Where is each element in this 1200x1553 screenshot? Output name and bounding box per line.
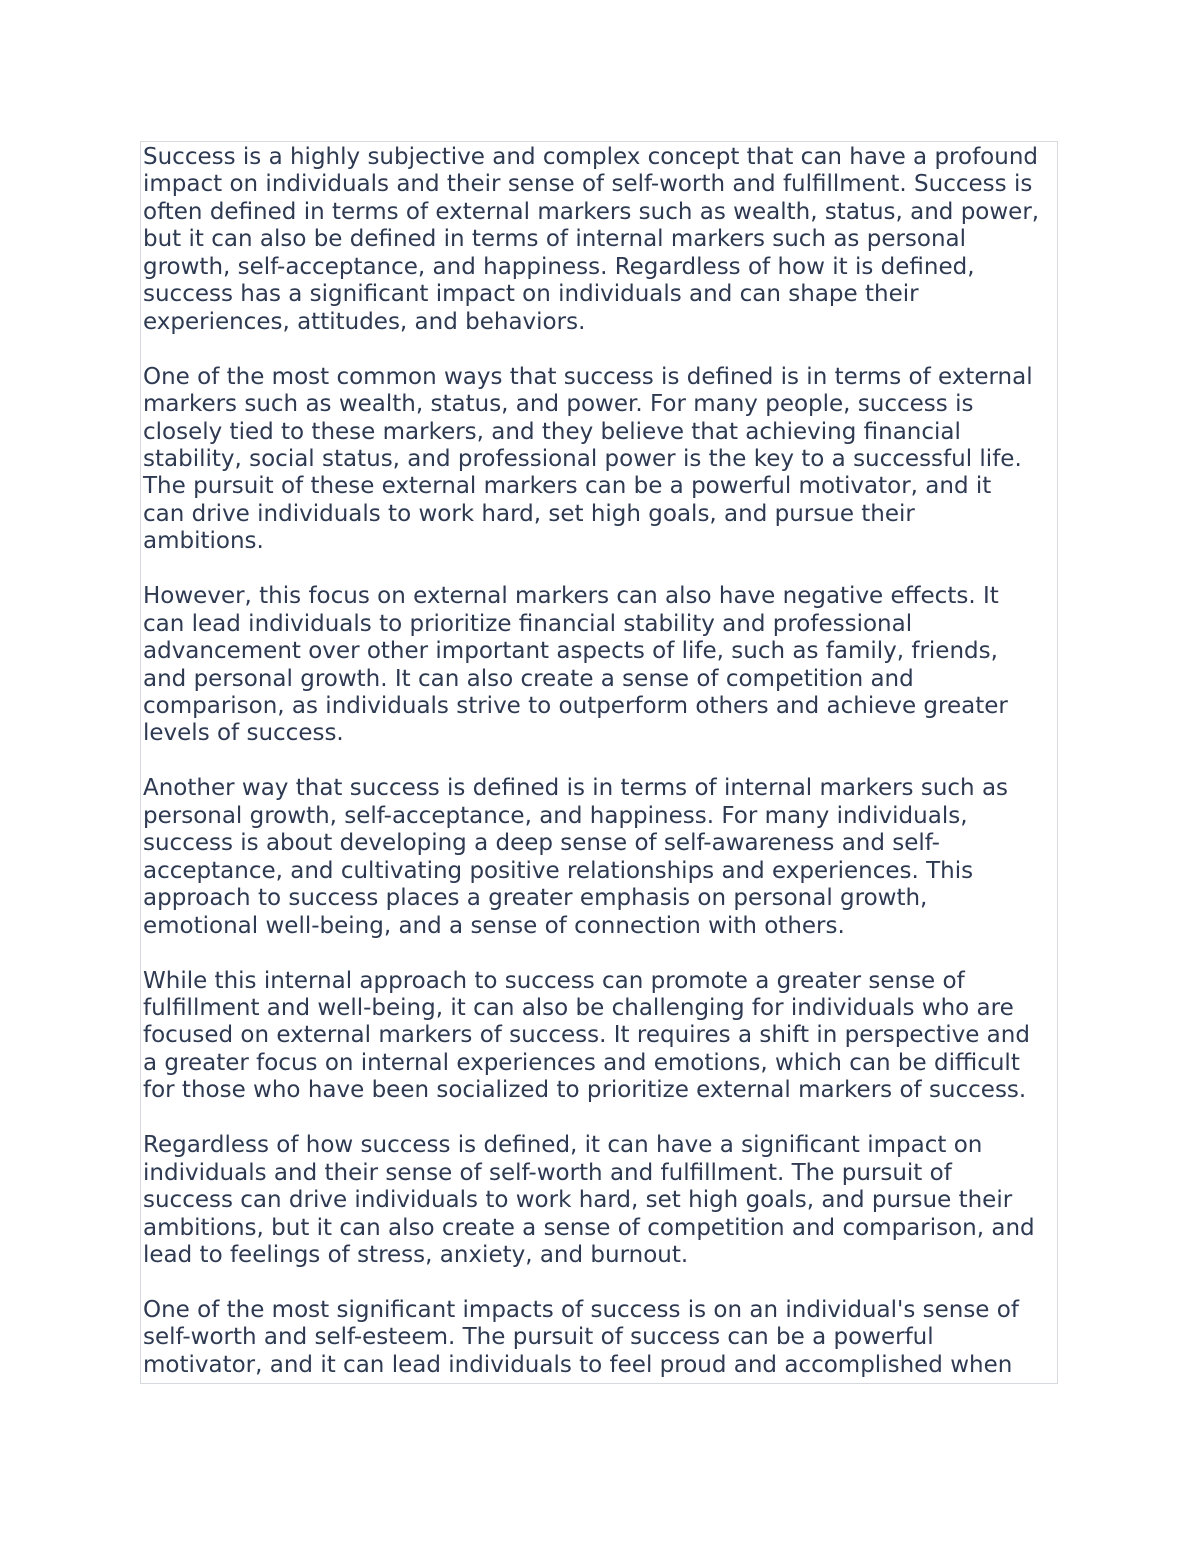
text-line: One of the most common ways that success is defined is in terms of external xyxy=(143,363,1033,390)
text-line: individuals and their sense of self-worth and fulfillment. The pursuit of xyxy=(143,1159,952,1186)
text-line: acceptance, and cultivating positive relationships and experiences. This xyxy=(143,857,974,884)
text-line: for those who have been socialized to prioritize external markers of success. xyxy=(143,1077,1027,1104)
text-line: impact on individuals and their sense of self-worth and fulfillment. Success is xyxy=(143,171,1033,198)
text-line: stability, social status, and professional power is the key to a successful life. xyxy=(143,445,1022,472)
text-line: fulfillment and well-being, it can also be challenging for individuals who are xyxy=(143,994,1014,1021)
text-line: success has a significant impact on individuals and can shape their xyxy=(143,281,919,308)
text-line: success is about developing a deep sense of self-awareness and self- xyxy=(143,830,940,857)
text-line: markers such as wealth, status, and power. For many people, success is xyxy=(143,391,974,417)
text-line: Regardless of how success is defined, it can have a significant impact on xyxy=(143,1132,983,1159)
text-line: can lead individuals to prioritize financial stability and professional xyxy=(143,610,913,637)
text-line: can drive individuals to work hard, set high goals, and pursue their xyxy=(143,500,915,527)
text-line: emotional well-being, and a sense of connection with others. xyxy=(143,912,845,939)
text-line: levels of success. xyxy=(143,720,344,747)
text-line: a greater focus on internal experiences and emotions, which can be difficult xyxy=(143,1049,1020,1076)
text-line: motivator, and it can lead individuals to feel proud and accomplished when xyxy=(143,1351,1013,1378)
text-line: self-worth and self-esteem. The pursuit of success can be a powerful xyxy=(143,1324,934,1351)
text-line: Success is a highly subjective and complex concept that can have a profound xyxy=(143,144,1038,170)
text-line: and personal growth. It can also create a sense of competition and xyxy=(143,665,914,692)
text-line: growth, self-acceptance, and happiness. Regardless of how it is defined, xyxy=(143,253,975,280)
text-frame xyxy=(140,141,1058,1384)
text-line: ambitions. xyxy=(143,528,264,555)
text-line: comparison, as individuals strive to outperform others and achieve greater xyxy=(143,693,1008,719)
text-line: but it can also be defined in terms of internal markers such as personal xyxy=(143,226,967,253)
text-line: ambitions, but it can also create a sense of competition and comparison, and xyxy=(143,1214,1035,1241)
text-line: approach to success places a greater emphasis on personal growth, xyxy=(143,885,928,912)
text-line: often defined in terms of external markers such as wealth, status, and power, xyxy=(143,198,1040,225)
text-line: The pursuit of these external markers can be a powerful motivator, and it xyxy=(143,473,992,500)
text-line: success can drive individuals to work hard, set high goals, and pursue their xyxy=(143,1187,1013,1214)
text-line: One of the most significant impacts of success is on an individual's sense of xyxy=(143,1296,1019,1323)
text-line: lead to feelings of stress, anxiety, and burnout. xyxy=(143,1242,689,1268)
text-line: While this internal approach to success can promote a greater sense of xyxy=(143,967,965,994)
text-line: Another way that success is defined is in terms of internal markers such as xyxy=(143,775,1009,802)
text-line: experiences, attitudes, and behaviors. xyxy=(143,308,586,335)
text-line: However, this focus on external markers can also have negative effects. It xyxy=(143,583,999,610)
text-line: focused on external markers of success. It requires a shift in perspective and xyxy=(143,1022,1030,1049)
text-line: closely tied to these markers, and they believe that achieving financial xyxy=(143,418,961,445)
text-line: advancement over other important aspects of life, such as family, friends, xyxy=(143,638,998,665)
text-line: personal growth, self-acceptance, and happiness. For many individuals, xyxy=(143,802,968,829)
